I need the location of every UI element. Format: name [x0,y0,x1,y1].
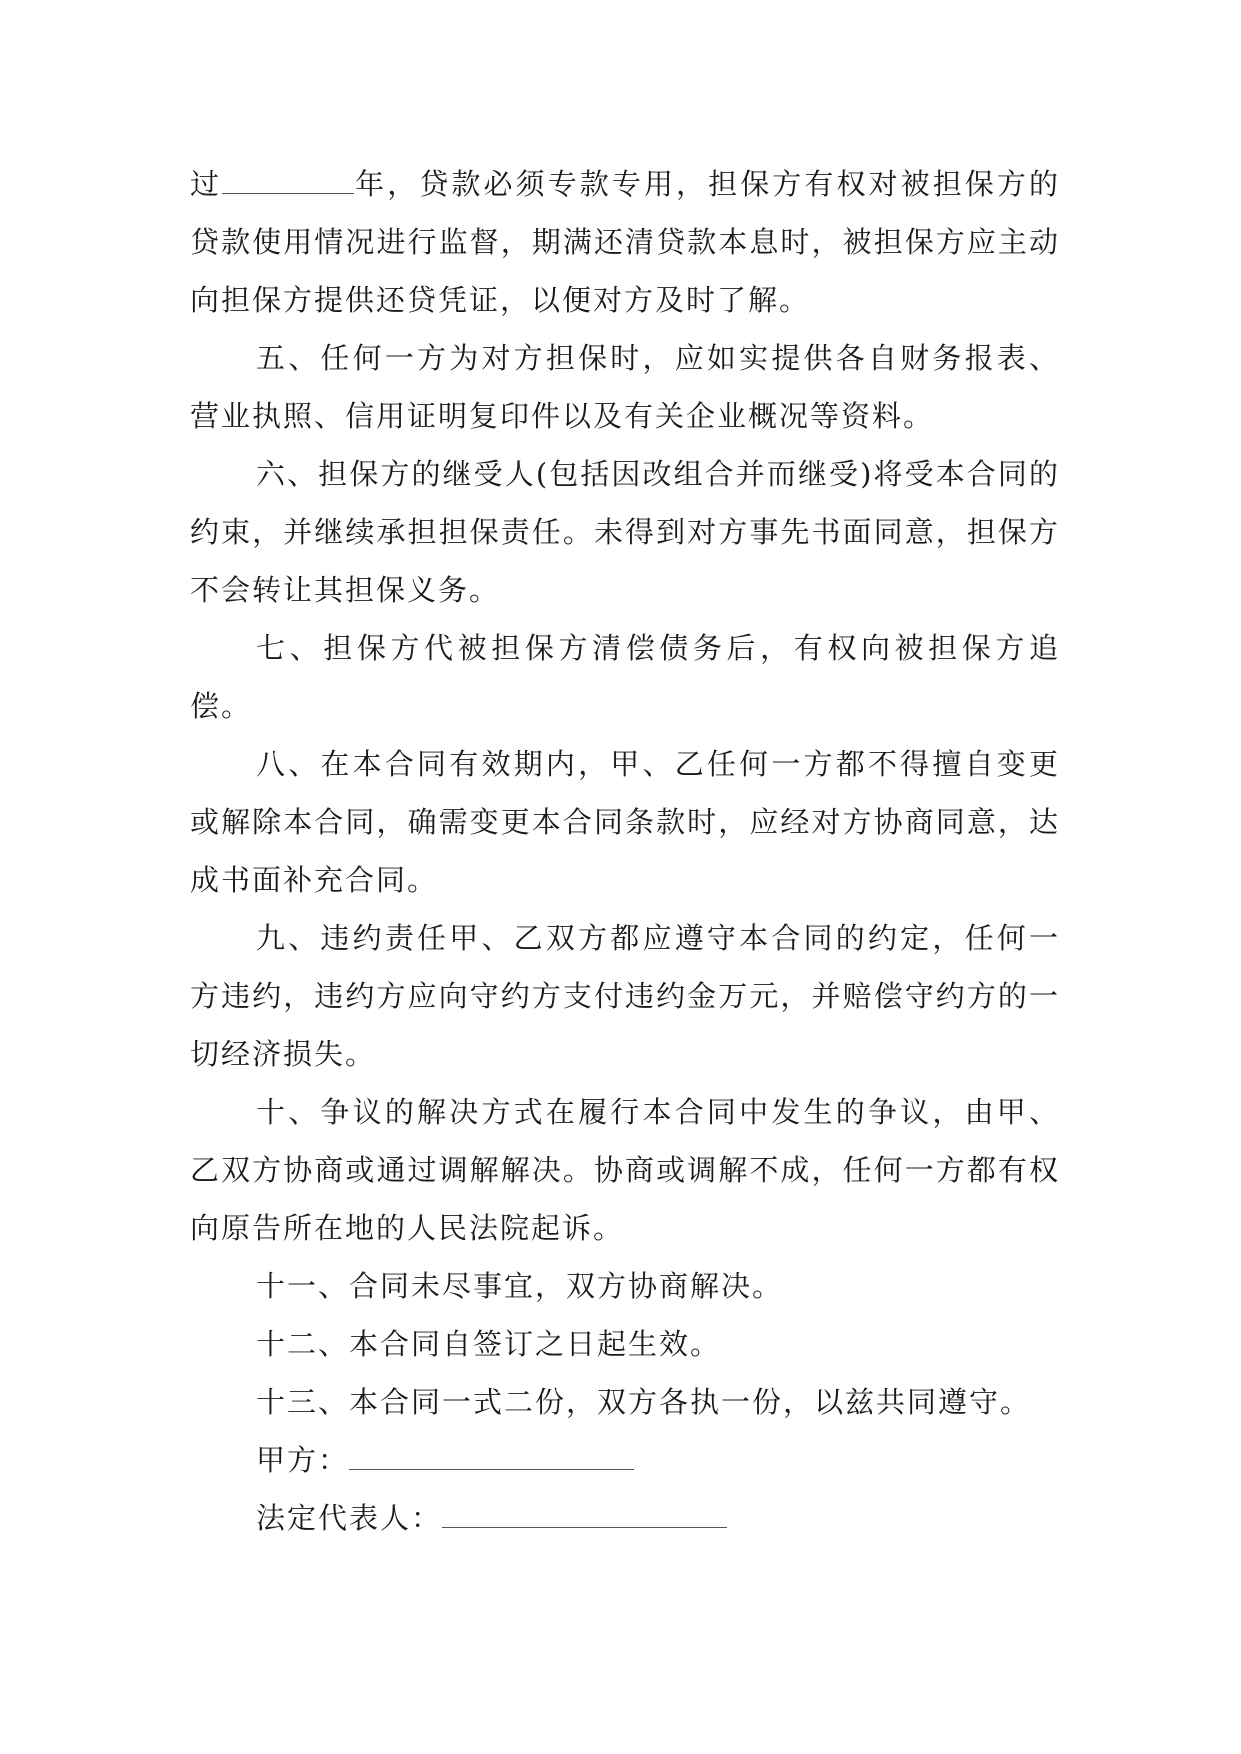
paragraph-loan-usage-rest: 年，贷款必须专款专用，担保方有权对被担保方的贷款使用情况进行监督，期满还清贷款本息时，被担保方应主动向担保方提供还贷凭证，以便对方及时了解。 [190,167,1060,317]
legal-rep-signature-line [190,1489,1060,1547]
clause-6: 六、担保方的继受人(包括因改组合并而继受)将受本合同的约束，并继续承担担保责任。未得到对方事先书面同意，担保方不会转让其担保义务。 [190,457,1060,607]
clause-13: 十三、本合同一式二份，双方各执一份，以兹共同遵守。 [256,1385,1032,1419]
party-a-blank-field[interactable] [349,1447,634,1470]
clause-10: 十、争议的解决方式在履行本合同中发生的争议，由甲、乙双方协商或通过调解解决。协商或调解不成，任何一方都有权向原告所在地的人民法院起诉。 [190,1095,1060,1245]
party-a-signature-line [190,1431,1060,1489]
paragraph-loan-usage [190,155,1060,329]
paragraph-loan-usage-start: 过 [190,167,223,201]
clause-11: 十一、合同未尽事宜，双方协商解决。 [256,1269,784,1303]
party-a-label: 甲方： [256,1443,350,1477]
clause-12: 十二、本合同自签订之日起生效。 [256,1327,722,1361]
legal-rep-label: 法定代表人： [256,1501,443,1535]
legal-rep-blank-field[interactable] [442,1505,727,1528]
clause-9: 九、违约责任甲、乙双方都应遵守本合同的约定，任何一方违约，违约方应向守约方支付违约金万元，并赔偿守约方的一切经济损失。 [190,921,1060,1071]
years-blank-field[interactable] [222,171,354,194]
clause-5: 五、任何一方为对方担保时，应如实提供各自财务报表、营业执照、信用证明复印件以及有关企业概况等资料。 [190,341,1060,433]
contract-body [190,155,1060,1547]
clause-7: 七、担保方代被担保方清偿债务后，有权向被担保方追偿。 [190,631,1060,723]
clause-8: 八、在本合同有效期内，甲、乙任何一方都不得擅自变更或解除本合同，确需变更本合同条款时，应经对方协商同意，达成书面补充合同。 [190,747,1060,897]
